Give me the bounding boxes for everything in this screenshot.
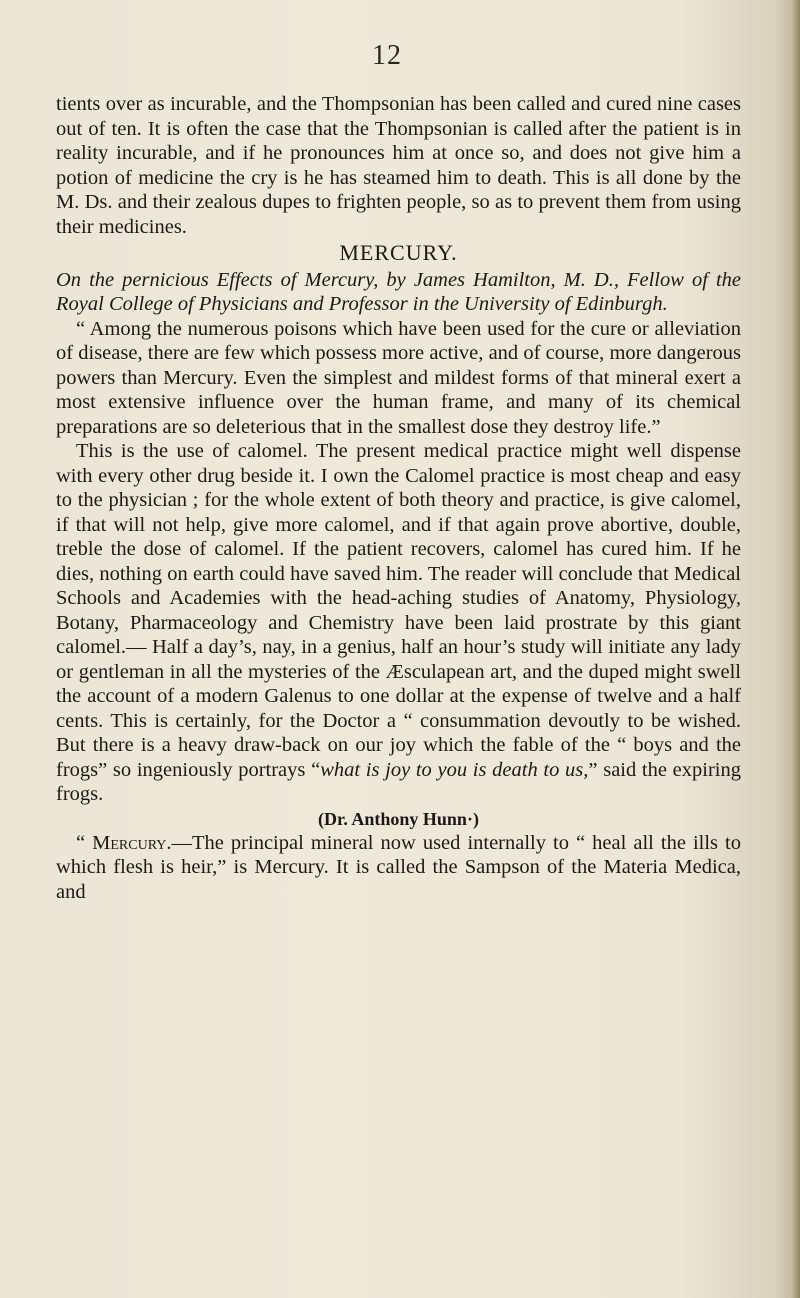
mercury-lead: “ Mercury. bbox=[76, 831, 172, 854]
frogs-quote-end: ” said the expiring frogs. bbox=[56, 758, 741, 805]
page-number: 12 bbox=[372, 40, 402, 71]
paragraph-mercury-mineral bbox=[56, 831, 741, 905]
attribution-hunn: (Dr. Anthony Hunn·) bbox=[318, 808, 479, 829]
frogs-quote: what is joy to you is death to us, bbox=[320, 758, 589, 781]
paragraph-calomel bbox=[56, 439, 741, 807]
paragraph-thompsonian: tients over as incurable, and the Thompsonian has been called and cured nine cases out of ten. It is often the case that the Thompsonian is called after the patient is in reality incurable, and if he pronounces him at once so, and does not give him a potion of medicine the cry is he has steamed him to death. This is all done by the M. Ds. and their zealous dupes to frighten people, so as to prevent them from using their medicines. bbox=[56, 93, 741, 238]
body-text bbox=[56, 92, 741, 904]
paragraph-quote-poisons: “ Among the numerous poisons which have been used for the cure or alleviation of disease, there are few which possess more active, and of course, more dangerous powers than Mercury. Even the simplest and mildest forms of that mineral exert a most extensive influence over the human frame, and many of its chemical preparations are so deleterious that in the smallest dose they destroy life.” bbox=[56, 317, 741, 438]
mercury-text: —The principal mineral now used internally to “ heal all the ills to which flesh is heir,” is Mercury. It is called the Sampson of the Materia Medica, and bbox=[56, 831, 742, 903]
section-heading-mercury: MERCURY. bbox=[339, 240, 458, 265]
calomel-text: This is the use of calomel. The present medical practice might well dispense with every other drug beside it. I own the Calomel practice is most cheap and easy to the physician ; for the whole extent of both theory and practice, is give calomel, if that will not help, give more calomel, and if that again prove abortive, double, treble the dose of calomel. If the patient recovers, calomel has cured him. If he dies, nothing on earth could have saved him. The reader will conclude that Medical Schools and Academies with the head-aching studies of Anatomy, Physiology, Botany, Pharmaceology and Chemistry have been laid prostrate by this giant calomel.— Half a day’s, nay, in a genius, half an hour’s study will initiate any lady or gentleman in all the mysteries of the Æsculapean art, and the duped might swell the account of a modern Galenus to one dollar at the expense of twelve and a half cents. This is certainly, for the Doctor a “ consummation devoutly to be wished. But there is a heavy draw-back on our joy which the fable of the “ boys and the frogs” so ingeniously portrays “ bbox=[56, 440, 741, 781]
citation-hamilton: On the pernicious Effects of Mercury, by James Hamilton, M. D., Fellow of the Royal College of Physicians and Professor in the University of Edinburgh. bbox=[56, 268, 741, 315]
page-edge-shadow bbox=[790, 0, 800, 1298]
